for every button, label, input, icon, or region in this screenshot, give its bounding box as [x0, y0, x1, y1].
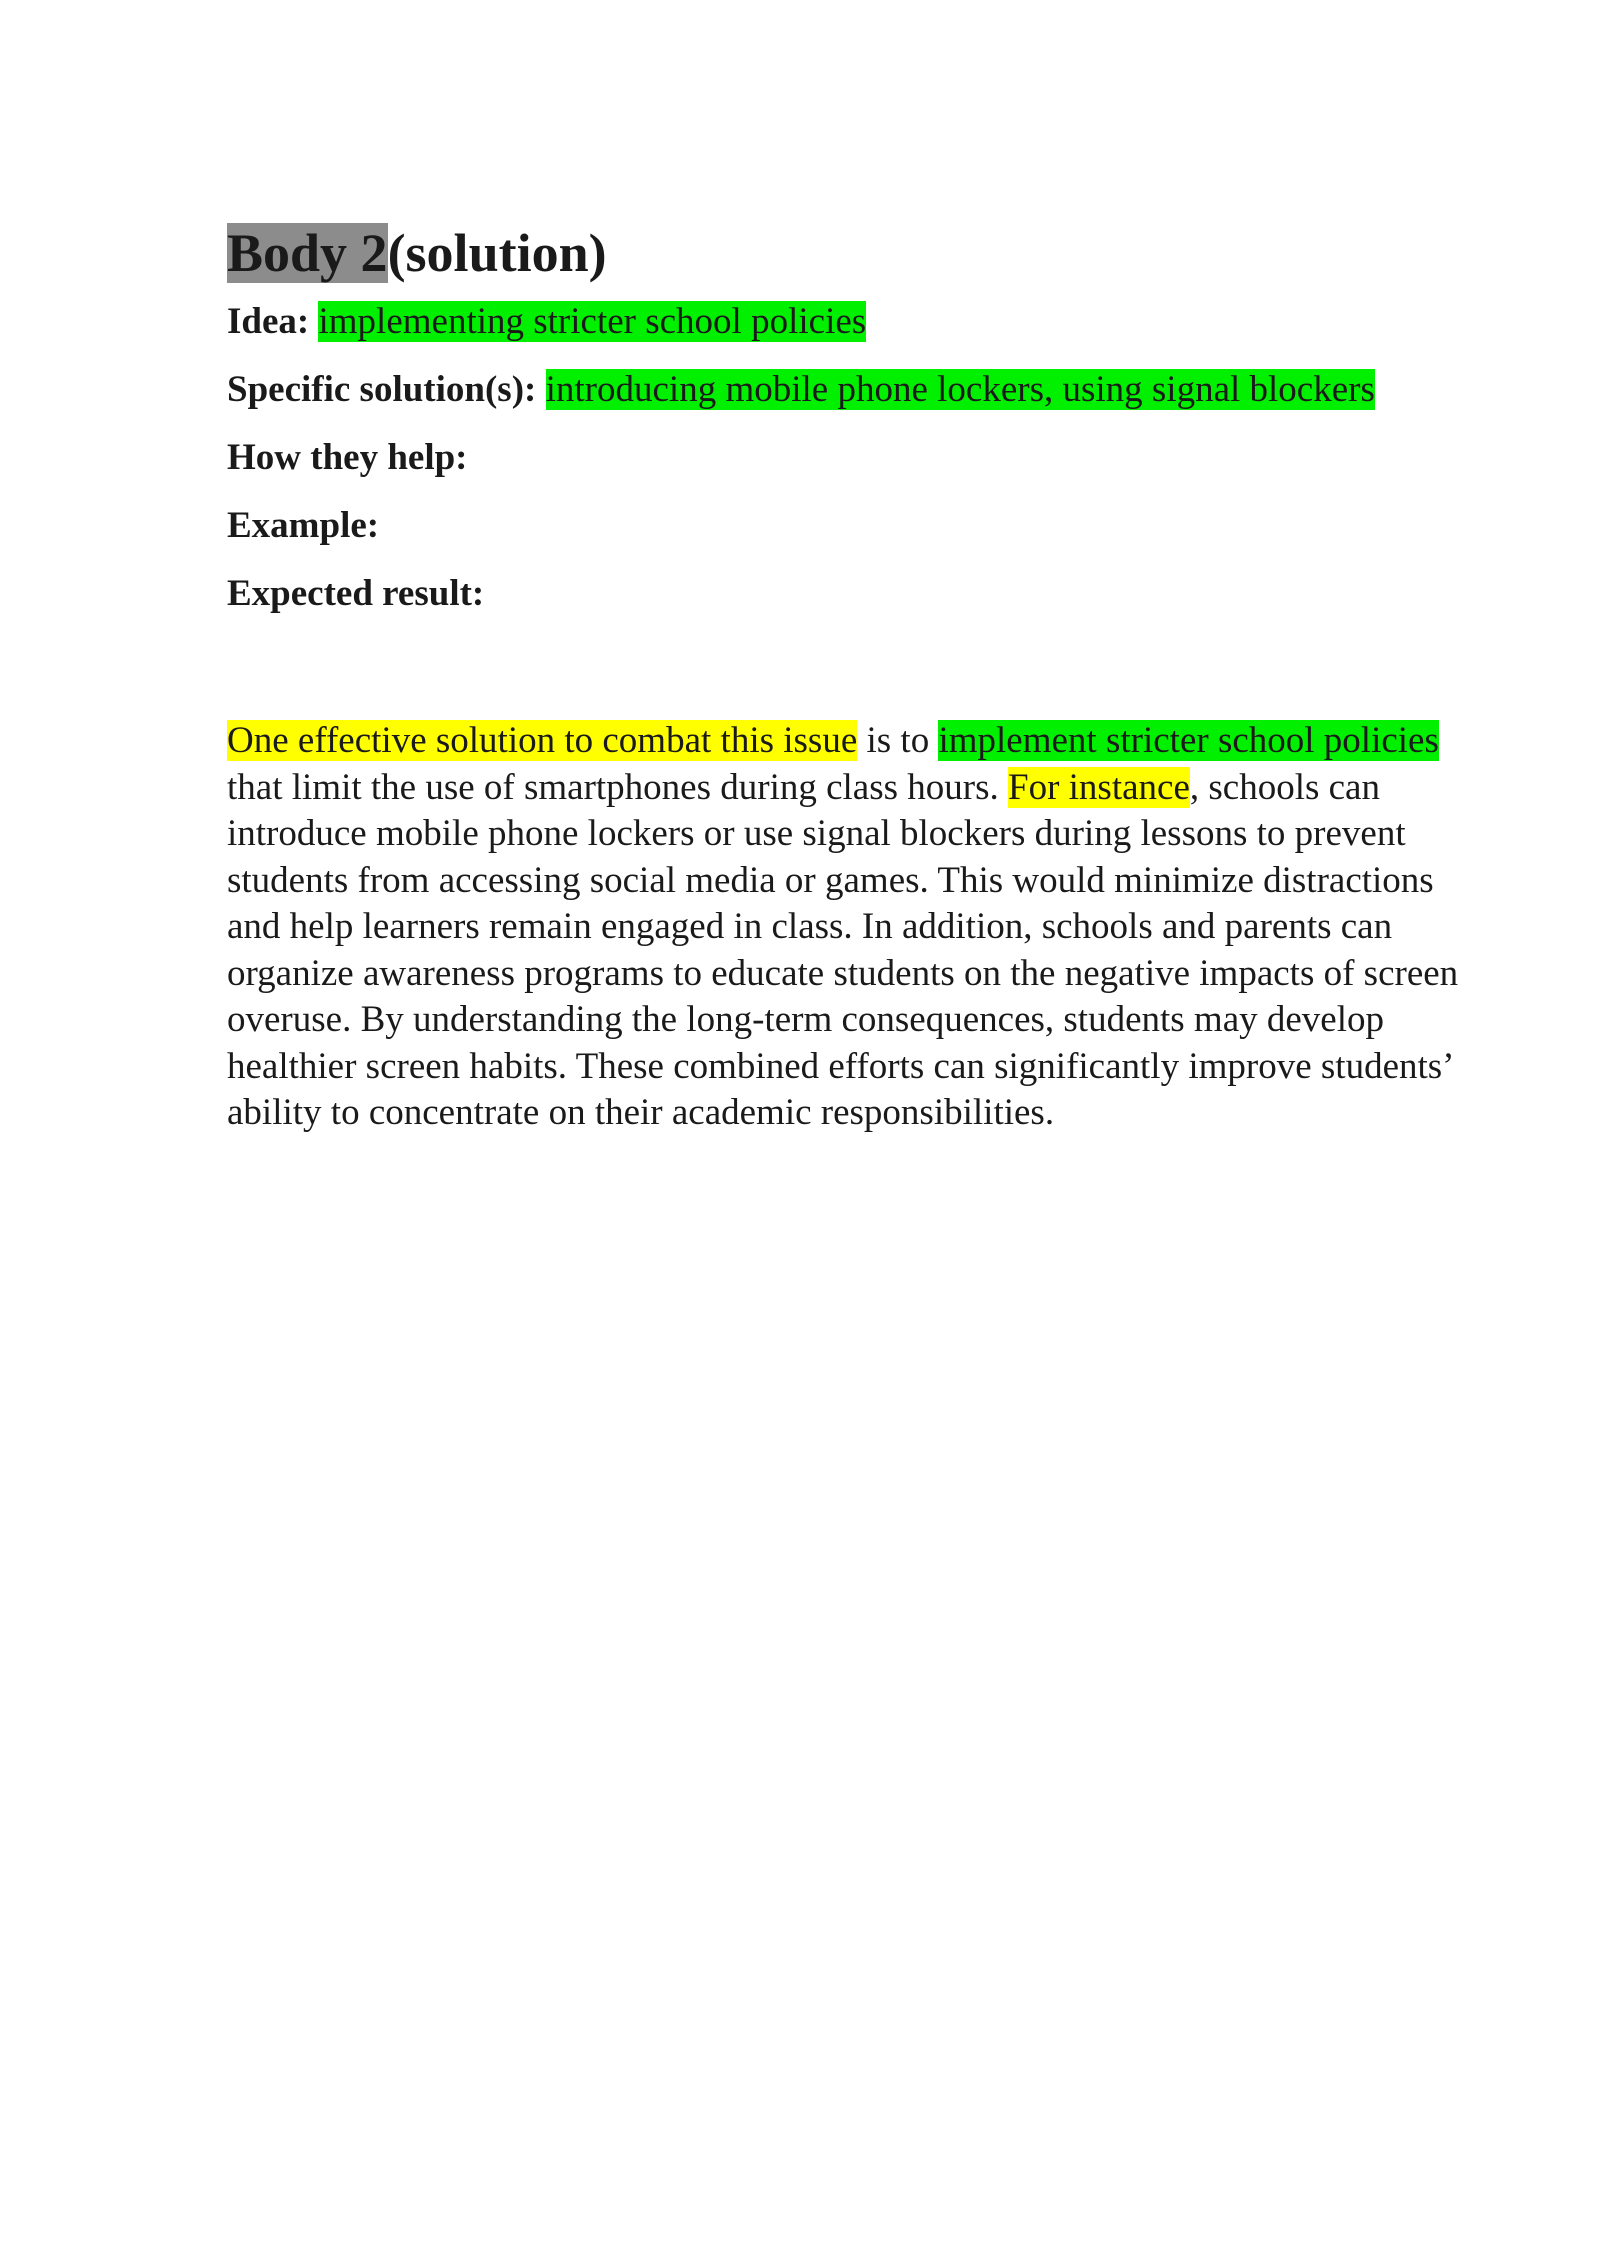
outline-list	[227, 298, 1487, 618]
outline-row-example	[227, 502, 1487, 550]
paragraph-remaining-text: , schools can introduce mobile phone lockers or use signal blockers during lessons to prevent students from accessing social media or games. This would minimize distractions and help learners remain engaged in class. In addition, schools and parents can organize awareness programs to educate students on the negative impacts of screen overuse. By understanding the long-term consequences, students may develop healthier screen habits. These combined efforts can significantly improve students’ ability to concentrate on their academic responsibilities.	[227, 766, 1459, 1133]
specific-solutions-value: introducing mobile phone lockers, using signal blockers	[545, 369, 1375, 410]
topic-sentence-highlight: One effective solution to combat this issue	[227, 720, 858, 761]
sentence-one-rest: that limit the use of smartphones during class hours.	[227, 766, 1008, 808]
page-title	[227, 218, 1487, 288]
connector-text: is to	[857, 720, 939, 761]
outline-row-specific-solutions	[227, 366, 1487, 414]
idea-label: Idea:	[227, 301, 310, 342]
example-label: Example:	[227, 505, 380, 546]
idea-value: implementing stricter school policies	[318, 301, 867, 342]
body-paragraph	[227, 718, 1487, 1137]
specific-solutions-label: Specific solution(s):	[227, 369, 537, 410]
expected-result-label: Expected result:	[227, 573, 485, 614]
outline-row-idea	[227, 298, 1487, 346]
document-content	[227, 218, 1487, 1174]
transition-highlight: For instance	[1008, 766, 1190, 808]
title-highlighted-part: Body 2	[227, 223, 388, 283]
outline-row-how-they-help	[227, 434, 1487, 482]
outline-row-expected-result	[227, 570, 1487, 618]
how-they-help-label: How they help:	[227, 437, 468, 478]
idea-highlight: implement stricter school policies	[938, 720, 1439, 761]
title-rest: (solution)	[387, 223, 607, 283]
